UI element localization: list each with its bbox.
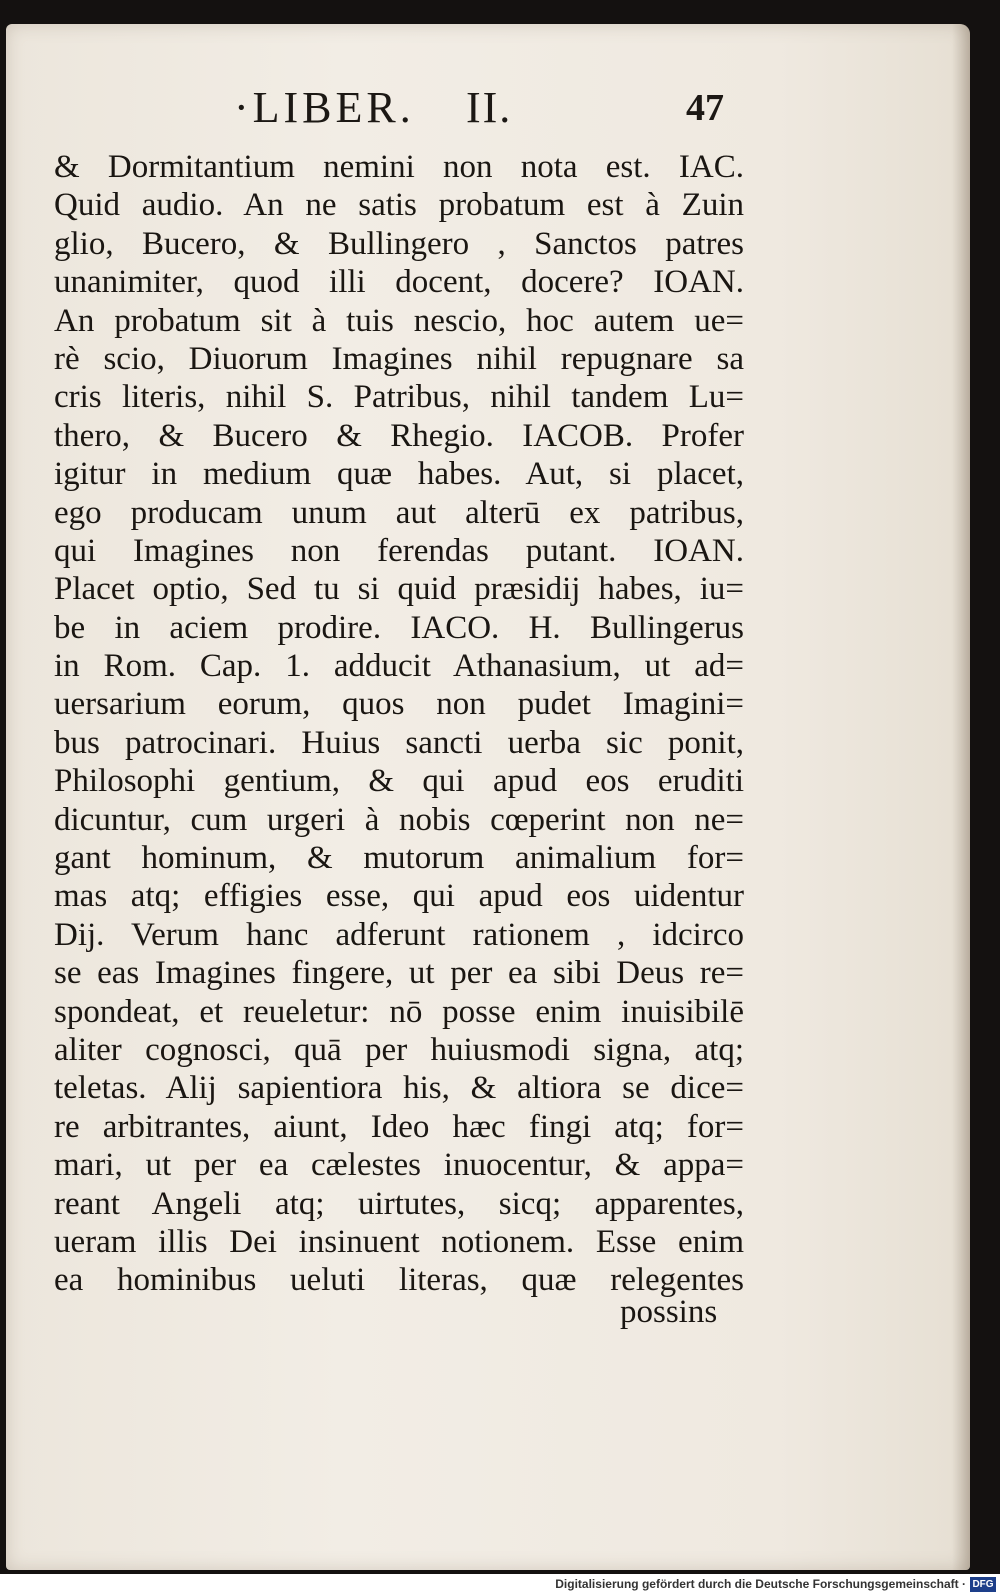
text-line: se eas Imagines fingere, ut per ea sibi Deus re=: [54, 955, 744, 992]
text-line: in Rom. Cap. 1. adducit Athanasium, ut ad=: [54, 648, 744, 685]
text-line: dicuntur, cum urgeri à nobis cœperint non ne=: [54, 801, 744, 838]
text-line: mari, ut per ea cælestes inuocentur, & appa=: [54, 1147, 744, 1184]
text-line: aliter cognosci, quā per huiusmodi signa, atq;: [54, 1031, 744, 1068]
text-line: igitur in medium quæ habes. Aut, si placet,: [54, 456, 744, 493]
text-line: & Dormitantium nemini non nota est. IAC.: [54, 149, 744, 185]
page-number: 47: [686, 87, 724, 129]
dfg-logo: DFG: [970, 1577, 996, 1592]
body-text: [54, 148, 744, 1300]
text-line: spondeat, et reueletur: nō posse enim inuisibilē: [54, 993, 744, 1030]
page-header: [6, 82, 970, 132]
text-line: mas atq; effigies esse, qui apud eos uidentur: [54, 878, 744, 915]
text-line: unanimiter, quod illi docent, docere? IOAN.: [54, 264, 744, 301]
text-line: cris literis, nihil S. Patribus, nihil tandem Lu=: [54, 379, 744, 416]
text-line: gant hominum, & mutorum animalium for=: [54, 840, 744, 877]
text-line: bus patrocinari. Huius sancti uerba sic ponit,: [54, 724, 744, 761]
book-number: II.: [466, 83, 513, 132]
text-line: rè scio, Diuorum Imagines nihil repugnare sa: [54, 340, 744, 377]
catchword: possins: [620, 1294, 718, 1330]
text-line: Placet optio, Sed tu si quid præsidij habes, iu=: [54, 571, 744, 608]
text-line: thero, & Bucero & Rhegio. IACOB. Profer: [54, 417, 744, 454]
book-page: [6, 24, 970, 1570]
funding-credit: Digitalisierung gefördert durch die Deutsche Forschungsgemeinschaft ·: [555, 1577, 966, 1591]
text-line: re arbitrantes, aiunt, Ideo hæc fingi atq; for=: [54, 1108, 744, 1145]
text-line: ea hominibus ueluti literas, quæ relegentes: [54, 1262, 744, 1299]
text-line: ego producam unum aut alterū ex patribus,: [54, 494, 744, 531]
digitization-footer: [0, 1574, 1000, 1596]
text-line: Quid audio. An ne satis probatum est à Zuin: [54, 187, 744, 224]
text-line: Philosophi gentium, & qui apud eos eruditi: [54, 763, 744, 800]
running-title: ·LIBER.: [234, 83, 415, 132]
text-line: reant Angeli atq; uirtutes, sicq; apparentes,: [54, 1185, 744, 1222]
text-line: qui Imagines non ferendas putant. IOAN.: [54, 532, 744, 569]
text-line: ueram illis Dei insinuent notionem. Esse enim: [54, 1223, 744, 1260]
text-line: teletas. Alij sapientiora his, & altiora se dice=: [54, 1070, 744, 1107]
text-line: Dij. Verum hanc adferunt rationem , idcirco: [54, 916, 744, 953]
text-line: uersarium eorum, quos non pudet Imagini=: [54, 686, 744, 723]
text-line: be in aciem prodire. IACO. H. Bullingerus: [54, 609, 744, 646]
text-line: glio, Bucero, & Bullingero , Sanctos patres: [54, 225, 744, 262]
text-line: An probatum sit à tuis nescio, hoc autem ue=: [54, 302, 744, 339]
